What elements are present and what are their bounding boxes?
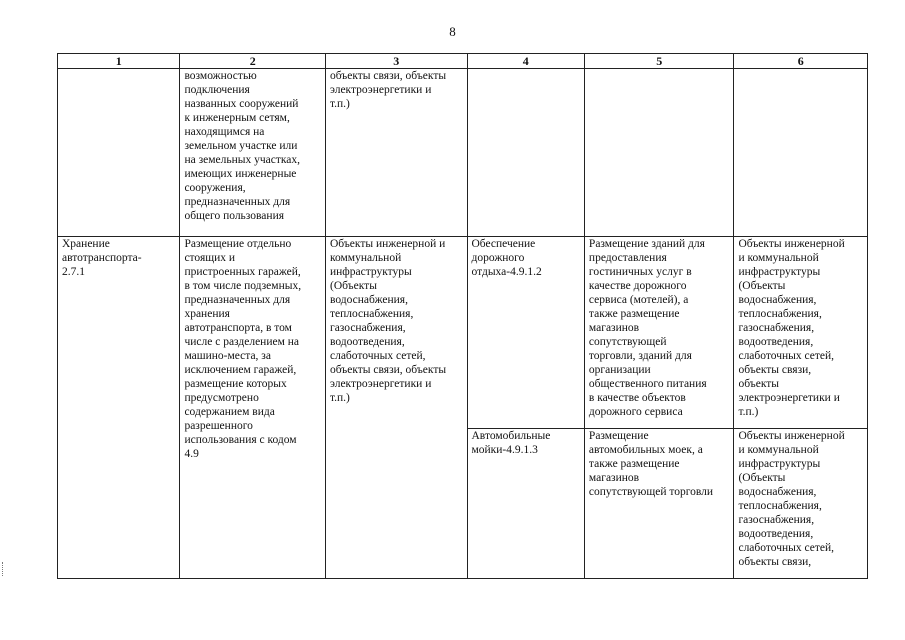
land-use-table [57, 53, 868, 579]
header-col-3: 3 [325, 54, 467, 69]
cell-continuation-col-4 [467, 69, 584, 237]
cell-conditional-use-name: Автомобильные мойки-4.9.1.3 [467, 429, 584, 579]
cell-continuation-col-3: объекты связи, объекты электроэнергетики и т.п.) [325, 69, 467, 237]
page-number: 8 [449, 24, 456, 39]
header-col-5: 5 [584, 54, 734, 69]
cell-conditional-use-description: Размещение автомобильных моек, а также размещение магазинов сопутствующей торговли [584, 429, 734, 579]
cell-conditional-use-description: Размещение зданий для предоставления гостиничных услуг в качестве дорожного сервиса (мотелей), а также размещение магазинов сопутствующей торговли, зданий для организации общественного питания в качестве объектов дорожного сервиса [584, 236, 734, 428]
cell-infrastructure: Объекты инженерной и коммунальной инфраструктуры (Объекты водоснабжения, теплоснабжения, газоснабжения, водоотведения, слаботочных сетей, объекты связи, объекты электроэнергетики и т.п.) [325, 236, 467, 578]
margin-mark [2, 562, 6, 576]
header-col-1: 1 [58, 54, 180, 69]
cell-continuation-col-5 [584, 69, 734, 237]
header-row [58, 54, 868, 69]
cell-conditional-infrastructure: Объекты инженерной и коммунальной инфраструктуры (Объекты водоснабжения, теплоснабжения, газоснабжения, водоотведения, слаботочных сетей, объекты связи, объекты электроэнергетики и т.п.) [734, 236, 868, 428]
cell-conditional-use-name: Обеспечение дорожного отдыха-4.9.1.2 [467, 236, 584, 428]
header-col-6: 6 [734, 54, 868, 69]
header-col-2: 2 [180, 54, 326, 69]
table-row-continuation [58, 69, 868, 237]
cell-continuation-col-1 [58, 69, 180, 237]
cell-use-name: Хранение автотранспорта- 2.7.1 [58, 236, 180, 578]
cell-continuation-col-2: возможностью подключения названных сооружений к инженерным сетям, находящимся на земельном участке или на земельных участках, имеющих инженерные сооружения, предназначенных для общего пользования [180, 69, 326, 237]
cell-use-description: Размещение отдельно стоящих и пристроенных гаражей, в том числе подземных, предназначенных для хранения автотранспорта, в том числе с разделением на машино-места, за исключением гаражей, размещение которых предусмотрено содержанием вида разрешенного использования с кодом 4.9 [180, 236, 326, 578]
cell-conditional-infrastructure: Объекты инженерной и коммунальной инфраструктуры (Объекты водоснабжения, теплоснабжения, газоснабжения, водоотведения, слаботочных сетей, объекты связи, [734, 429, 868, 579]
table-row-storage [58, 236, 868, 428]
header-col-4: 4 [467, 54, 584, 69]
cell-continuation-col-6 [734, 69, 868, 237]
